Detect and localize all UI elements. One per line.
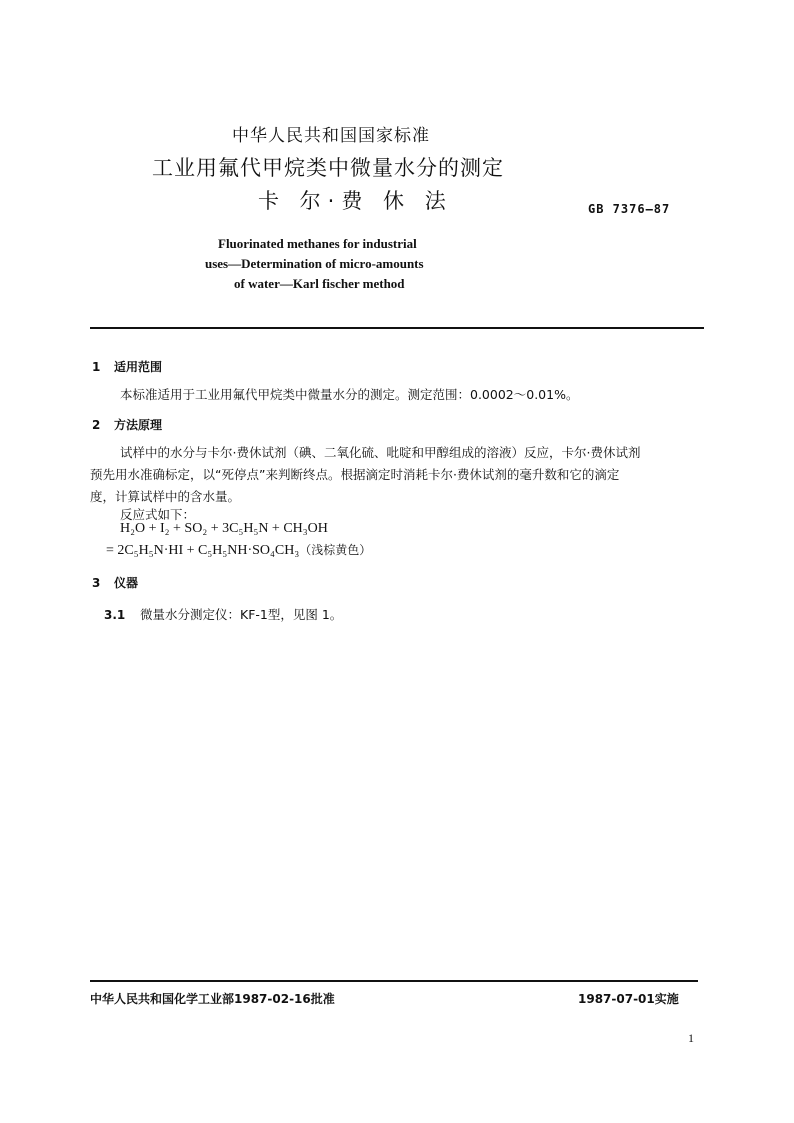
section-1-heading xyxy=(92,358,162,375)
section-2-para-line-1: 试样中的水分与卡尔·费休试剂（碘、二氧化硫、吡啶和甲醇组成的溶液）反应，卡尔·费休试剂 xyxy=(120,445,641,460)
section-1-title: 适用范围 xyxy=(114,360,163,374)
title-en-line-3: of water—Karl fischer method xyxy=(234,276,405,291)
section-2-para-line-2: 预先用水准确标定，以“死停点”来判断终点。根据滴定时消耗卡尔·费休试剂的毫升数和它的滴定 xyxy=(90,467,620,482)
document-subtitle-zh: 卡 尔·费 休 法 xyxy=(258,189,453,213)
formula-line-1: H₂O + I₂ + SO₂ + 3C₅H₅N + CH₃OH xyxy=(120,521,328,536)
footer-divider xyxy=(90,980,698,982)
title-en-line-2: uses—Determination of micro-amounts xyxy=(205,256,424,271)
subsection-3-1-text: 微量水分测定仪：KF-1型，见图 1。 xyxy=(140,607,343,622)
standard-type: 中华人民共和国国家标准 xyxy=(232,126,430,146)
section-2-para-line-3: 度，计算试样中的含水量。 xyxy=(90,489,241,504)
formula-note: （浅棕黄色） xyxy=(299,543,372,557)
subsection-3-1-number: 3.1 xyxy=(104,608,126,622)
formula-line-2 xyxy=(106,541,371,559)
section-3-heading xyxy=(92,574,138,591)
approval-line: 中华人民共和国化学工业部1987-02-16批准 xyxy=(90,992,335,1006)
section-2-heading xyxy=(92,416,162,433)
section-2-number: 2 xyxy=(92,418,101,432)
standard-code: GB 7376—87 xyxy=(588,202,671,216)
header-divider xyxy=(90,327,704,329)
section-1-number: 1 xyxy=(92,360,101,374)
section-1-text: 本标准适用于工业用氟代甲烷类中微量水分的测定。测定范围：0.0002～0.01%。 xyxy=(120,387,579,402)
title-en-line-1: Fluorinated methanes for industrial xyxy=(218,236,417,251)
section-3-number: 3 xyxy=(92,576,101,590)
subsection-3-1 xyxy=(104,605,342,623)
effective-date: 1987-07-01实施 xyxy=(578,992,679,1006)
section-2-title: 方法原理 xyxy=(114,418,163,432)
formula-intro: 反应式如下： xyxy=(120,507,196,522)
page-number: 1 xyxy=(688,1031,694,1045)
section-3-title: 仪器 xyxy=(114,576,139,590)
document-title-zh: 工业用氟代甲烷类中微量水分的测定 xyxy=(152,156,504,180)
formula-equation: = 2C₅H₅N·HI + C₅H₅NH·SO₄CH₃ xyxy=(106,543,300,558)
